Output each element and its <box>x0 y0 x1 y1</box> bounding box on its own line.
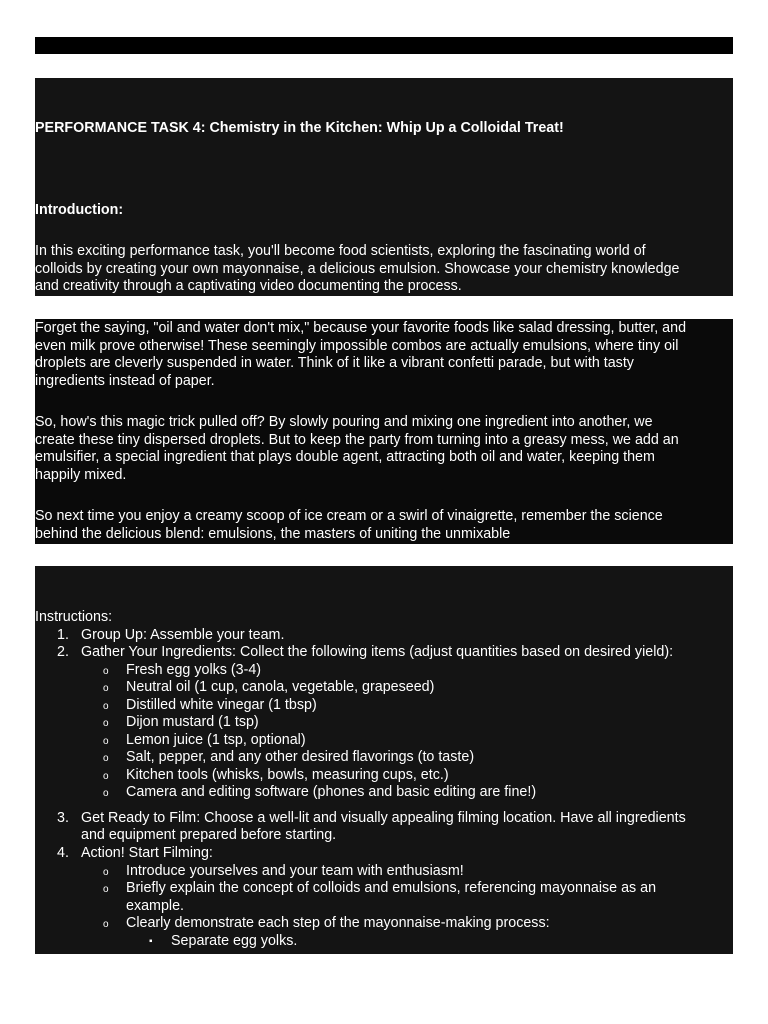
paragraph-line: emulsifier, a special ingredient that plays double agent, attracting both oil and water, keeping them <box>35 449 655 465</box>
bullet-o: o <box>103 919 109 930</box>
instructions-heading: Instructions: <box>35 609 113 625</box>
step-text: Group Up: Assemble your team. <box>81 626 285 643</box>
ingredient-item: Lemon juice (1 tsp, optional) <box>126 731 306 748</box>
ingredient-item: Salt, pepper, and any other desired flavorings (to taste) <box>126 749 475 765</box>
sub-step: Separate egg yolks. <box>171 932 298 949</box>
instructions-block <box>35 566 733 954</box>
step-text: and equipment prepared before starting. <box>81 827 337 843</box>
bullet-o: o <box>103 700 109 712</box>
paragraph-line: So, how's this magic trick pulled off? By slowly pouring and mixing one ingredient into another, we <box>35 414 653 430</box>
step-text: Action! Start Filming: <box>81 845 213 861</box>
paragraph-line: ingredients instead of paper. <box>35 372 215 389</box>
step-number: 4. <box>57 845 69 861</box>
intro-line: colloids by creating your own mayonnaise, a delicious emulsion. Showcase your chemistry knowledge <box>35 260 680 277</box>
bullet-o: o <box>103 866 109 878</box>
filming-item: Briefly explain the concept of colloids and emulsions, referencing mayonnaise as an <box>126 880 657 896</box>
bullet-o: o <box>103 683 109 694</box>
paragraph-line: droplets are cleverly suspended in water. Think of it like a vibrant confetti parade, but with tasty <box>35 355 634 371</box>
bullet-o: o <box>103 718 109 729</box>
paragraph-line: happily mixed. <box>35 466 127 483</box>
paragraph-line: create these tiny dispersed droplets. But to keep the party from turning into a greasy mess, we add an <box>35 431 679 448</box>
intro-block <box>35 78 733 296</box>
paragraph-line: Forget the saying, "oil and water don't mix," because your favorite foods like salad dressing, butter, and <box>35 320 687 336</box>
ingredient-item: Kitchen tools (whisks, bowls, measuring cups, etc.) <box>126 766 449 783</box>
intro-line: In this exciting performance task, you'll become food scientists, exploring the fascinating world of <box>35 243 646 259</box>
bullet-o: o <box>103 788 109 799</box>
bullet-o: o <box>103 770 109 782</box>
filming-item: example. <box>126 897 185 914</box>
step-text: Gather Your Ingredients: Collect the following items (adjust quantities based on desired yield): <box>81 644 674 660</box>
bullet-o: o <box>103 753 109 764</box>
filming-item: Introduce yourselves and your team with enthusiasm! <box>126 862 464 879</box>
intro-line: and creativity through a captivating video documenting the process. <box>35 278 462 294</box>
ingredient-item: Camera and editing software (phones and basic editing are fine!) <box>126 784 537 800</box>
bullet-square: ▪ <box>149 935 153 947</box>
task-title: PERFORMANCE TASK 4: Chemistry in the Kitchen: Whip Up a Colloidal Treat! <box>35 120 564 136</box>
emulsion-explanation-block <box>35 319 733 544</box>
step-number: 2. <box>57 644 69 660</box>
paragraph-line: even milk prove otherwise! These seemingly impossible combos are actually emulsions, where tiny oil <box>35 337 679 354</box>
intro-heading: Introduction: <box>35 202 124 218</box>
bullet-o: o <box>103 884 109 895</box>
ingredient-item: Distilled white vinegar (1 tbsp) <box>126 696 317 713</box>
top-black-bar <box>35 37 733 54</box>
bullet-o: o <box>103 665 109 677</box>
bullet-o: o <box>103 735 109 747</box>
step-number: 1. <box>57 626 69 643</box>
step-text: Get Ready to Film: Choose a well-lit and visually appealing filming location. Have all ingredients <box>81 809 686 826</box>
paragraph-line: So next time you enjoy a creamy scoop of ice cream or a swirl of vinaigrette, remember the science <box>35 508 663 524</box>
step-number: 3. <box>57 809 69 826</box>
paragraph-line: behind the delicious blend: emulsions, the masters of uniting the unmixable <box>35 525 511 542</box>
ingredient-item: Dijon mustard (1 tsp) <box>126 714 259 730</box>
ingredient-item: Fresh egg yolks (3-4) <box>126 661 262 678</box>
filming-item: Clearly demonstrate each step of the mayonnaise-making process: <box>126 915 550 931</box>
ingredient-item: Neutral oil (1 cup, canola, vegetable, grapeseed) <box>126 679 435 695</box>
